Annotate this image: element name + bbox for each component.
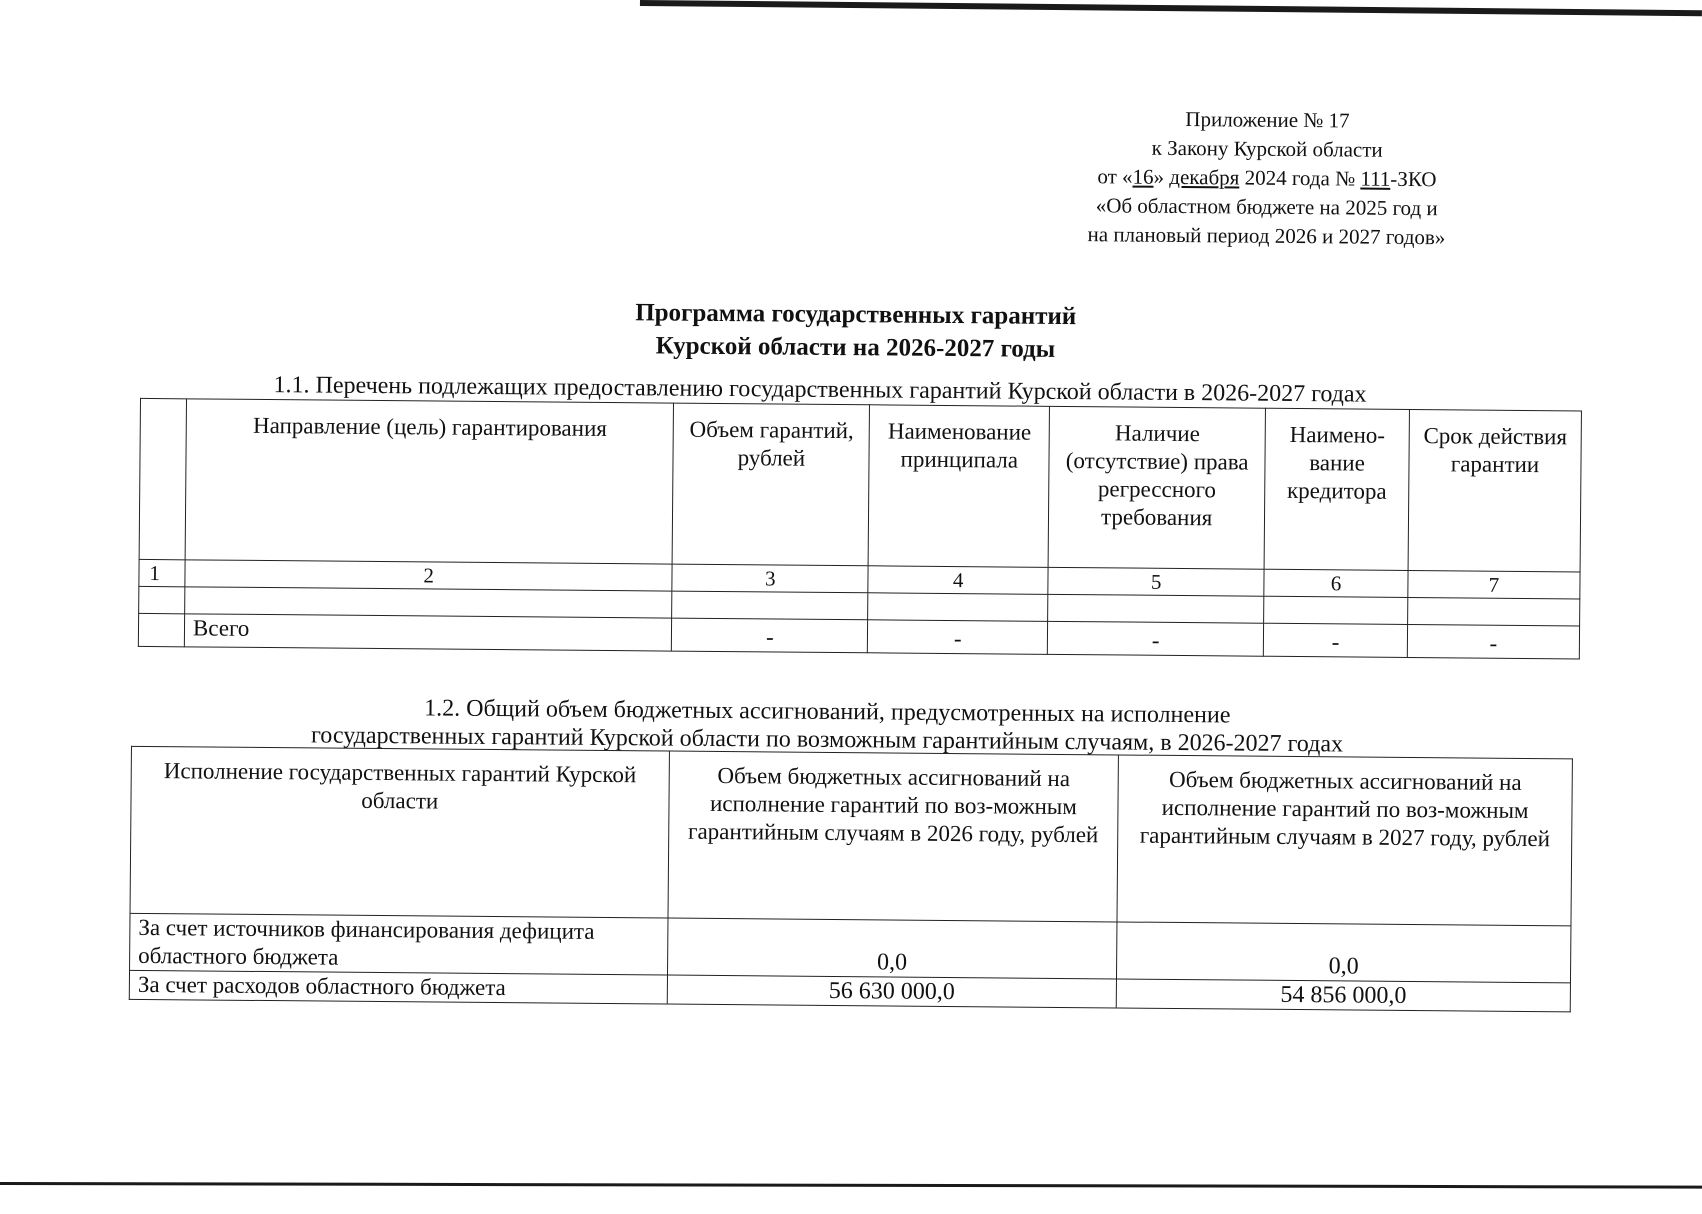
header-cell-execution: Исполнение государственных гарантий Курской области [130,746,669,918]
empty-cell [1264,596,1408,624]
header-cell-direction: Направление (цель) гарантирования [185,399,674,564]
value-2027: 0,0 [1117,922,1571,983]
appendix-month: декабря [1169,164,1240,190]
empty-cell [1048,594,1264,623]
column-number: 3 [672,564,868,593]
appendix-date-prefix: от « [1097,164,1133,189]
total-value: - [1048,621,1264,656]
appendix-line-2: к Закону Курской области [1151,135,1383,162]
appendix-day: 16 [1132,164,1154,189]
table-header-row [130,746,1572,926]
row-label: За счет расходов областного бюджета [129,970,667,1004]
value-2027: 54 856 000,0 [1117,979,1571,1012]
total-value: - [1263,623,1407,657]
header-cell-creditor: Наимено-вание кредитора [1264,408,1409,570]
empty-cell [139,586,185,613]
appendix-line-4: «Об областном бюджете на 2025 год и [1095,193,1438,221]
header-cell-regress: Наличие (отсутствие) права регрессного требования [1048,406,1265,569]
appendix-law-suffix: -ЗКО [1390,166,1437,192]
table-header-row [139,398,1581,572]
section-2-caption-line-2: государственных гарантий Курской области по возможным гарантийным случаям, в 2026-2027 годах [310,722,1344,758]
header-cell-2027: Объем бюджетных ассигнований на исполнение гарантий по воз-можным гарантийным случаям в 2027 году, рублей [1117,755,1572,926]
column-number: 5 [1048,567,1264,596]
total-value: - [868,620,1048,655]
header-cell-volume: Объем гарантий, рублей [673,403,870,566]
title-line-1: Программа государственных гарантий [635,299,1077,331]
column-number: 4 [868,566,1048,595]
section-1-caption: 1.1. Перечень подлежащих предоставлению государственных гарантий Курской области в 2026-2027 годах [273,372,1367,408]
empty-cell [1408,597,1580,625]
header-cell-index [139,398,186,559]
empty-cell [868,593,1048,622]
header-cell-2026: Объем бюджетных ассигнований на исполнение гарантий по воз-можным гарантийным случаям в 2026 году, рублей [668,751,1119,922]
appendix-line-5: на плановый период 2026 и 2027 годов» [1087,222,1446,250]
value-2026: 56 630 000,0 [667,975,1117,1008]
section-2-caption-line-1: 1.2. Общий объем бюджетных ассигнований, предусмотренных на исполнение [424,695,1231,729]
appendix-date-sep: » [1153,164,1170,189]
appendix-line-3 [1042,162,1492,195]
header-cell-principal: Наименование принципала [868,405,1049,568]
total-value: - [672,618,868,653]
row-label: За счет источников финансирования дефицита областного бюджета [130,913,668,975]
header-cell-term: Срок действия гарантии [1408,409,1581,571]
value-2026: 0,0 [667,918,1117,979]
appendix-law-number: 111 [1360,166,1391,191]
column-number: 6 [1264,569,1408,597]
allocations-table [129,746,1573,1013]
guarantees-list-table [138,398,1582,660]
appendix-block [1041,104,1492,253]
total-value: - [1407,624,1579,658]
empty-cell [138,613,184,646]
column-number: 2 [185,560,673,591]
appendix-year-no: 2024 года № [1239,165,1361,191]
empty-cell [185,587,673,618]
total-label: Всего [184,614,672,651]
document-title [440,295,1271,368]
column-number: 1 [139,559,185,586]
column-number: 7 [1408,570,1580,598]
empty-cell [672,591,868,620]
appendix-line-1: Приложение № 17 [1185,107,1350,133]
title-line-2: Курской области на 2026-2027 годы [655,332,1056,363]
